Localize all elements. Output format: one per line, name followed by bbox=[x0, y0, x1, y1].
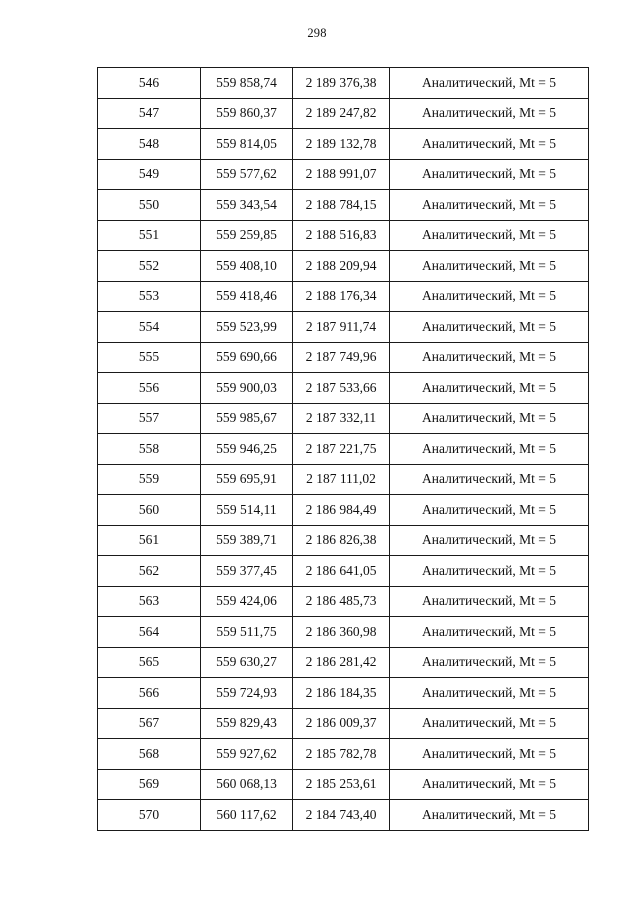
method-cell: Аналитический, Mt = 5 bbox=[390, 525, 589, 556]
method-cell: Аналитический, Mt = 5 bbox=[390, 464, 589, 495]
point-number-cell: 563 bbox=[98, 586, 201, 617]
y-coordinate-cell: 2 189 247,82 bbox=[293, 98, 390, 129]
y-coordinate-cell: 2 185 782,78 bbox=[293, 739, 390, 770]
y-coordinate-cell: 2 186 184,35 bbox=[293, 678, 390, 709]
point-number-cell: 560 bbox=[98, 495, 201, 526]
y-coordinate-cell: 2 189 376,38 bbox=[293, 68, 390, 99]
method-cell: Аналитический, Mt = 5 bbox=[390, 159, 589, 190]
y-coordinate-cell: 2 188 176,34 bbox=[293, 281, 390, 312]
y-coordinate-cell: 2 186 641,05 bbox=[293, 556, 390, 587]
coordinates-table-body bbox=[98, 68, 589, 831]
page-number: 298 bbox=[307, 26, 327, 40]
method-cell: Аналитический, Mt = 5 bbox=[390, 739, 589, 770]
point-number-cell: 549 bbox=[98, 159, 201, 190]
y-coordinate-cell: 2 187 111,02 bbox=[293, 464, 390, 495]
y-coordinate-cell: 2 187 911,74 bbox=[293, 312, 390, 343]
table-row bbox=[98, 495, 589, 526]
point-number-cell: 553 bbox=[98, 281, 201, 312]
x-coordinate-cell: 559 514,11 bbox=[201, 495, 293, 526]
y-coordinate-cell: 2 189 132,78 bbox=[293, 129, 390, 160]
y-coordinate-cell: 2 186 826,38 bbox=[293, 525, 390, 556]
y-coordinate-cell: 2 186 485,73 bbox=[293, 586, 390, 617]
x-coordinate-cell: 559 814,05 bbox=[201, 129, 293, 160]
table-row bbox=[98, 403, 589, 434]
point-number-cell: 566 bbox=[98, 678, 201, 709]
y-coordinate-cell: 2 187 221,75 bbox=[293, 434, 390, 465]
method-cell: Аналитический, Mt = 5 bbox=[390, 129, 589, 160]
table-row bbox=[98, 647, 589, 678]
method-cell: Аналитический, Mt = 5 bbox=[390, 281, 589, 312]
x-coordinate-cell: 559 858,74 bbox=[201, 68, 293, 99]
x-coordinate-cell: 559 259,85 bbox=[201, 220, 293, 251]
x-coordinate-cell: 559 511,75 bbox=[201, 617, 293, 648]
x-coordinate-cell: 559 724,93 bbox=[201, 678, 293, 709]
method-cell: Аналитический, Mt = 5 bbox=[390, 495, 589, 526]
point-number-cell: 558 bbox=[98, 434, 201, 465]
table-row bbox=[98, 68, 589, 99]
point-number-cell: 547 bbox=[98, 98, 201, 129]
y-coordinate-cell: 2 186 984,49 bbox=[293, 495, 390, 526]
method-cell: Аналитический, Mt = 5 bbox=[390, 769, 589, 800]
x-coordinate-cell: 559 424,06 bbox=[201, 586, 293, 617]
table-row bbox=[98, 556, 589, 587]
x-coordinate-cell: 559 523,99 bbox=[201, 312, 293, 343]
table-row bbox=[98, 464, 589, 495]
point-number-cell: 569 bbox=[98, 769, 201, 800]
table-row bbox=[98, 220, 589, 251]
x-coordinate-cell: 559 860,37 bbox=[201, 98, 293, 129]
x-coordinate-cell: 559 418,46 bbox=[201, 281, 293, 312]
x-coordinate-cell: 559 389,71 bbox=[201, 525, 293, 556]
method-cell: Аналитический, Mt = 5 bbox=[390, 678, 589, 709]
x-coordinate-cell: 559 577,62 bbox=[201, 159, 293, 190]
table-row bbox=[98, 769, 589, 800]
y-coordinate-cell: 2 187 533,66 bbox=[293, 373, 390, 404]
x-coordinate-cell: 559 408,10 bbox=[201, 251, 293, 282]
coordinates-table bbox=[97, 67, 589, 831]
table-row bbox=[98, 739, 589, 770]
table-row bbox=[98, 159, 589, 190]
point-number-cell: 562 bbox=[98, 556, 201, 587]
method-cell: Аналитический, Mt = 5 bbox=[390, 403, 589, 434]
table-row bbox=[98, 678, 589, 709]
x-coordinate-cell: 560 117,62 bbox=[201, 800, 293, 831]
x-coordinate-cell: 559 695,91 bbox=[201, 464, 293, 495]
point-number-cell: 557 bbox=[98, 403, 201, 434]
method-cell: Аналитический, Mt = 5 bbox=[390, 68, 589, 99]
x-coordinate-cell: 559 900,03 bbox=[201, 373, 293, 404]
y-coordinate-cell: 2 187 749,96 bbox=[293, 342, 390, 373]
y-coordinate-cell: 2 188 784,15 bbox=[293, 190, 390, 221]
table-row bbox=[98, 586, 589, 617]
x-coordinate-cell: 559 377,45 bbox=[201, 556, 293, 587]
point-number-cell: 555 bbox=[98, 342, 201, 373]
table-row bbox=[98, 98, 589, 129]
method-cell: Аналитический, Mt = 5 bbox=[390, 373, 589, 404]
x-coordinate-cell: 559 630,27 bbox=[201, 647, 293, 678]
y-coordinate-cell: 2 186 281,42 bbox=[293, 647, 390, 678]
y-coordinate-cell: 2 188 516,83 bbox=[293, 220, 390, 251]
y-coordinate-cell: 2 184 743,40 bbox=[293, 800, 390, 831]
table-row bbox=[98, 373, 589, 404]
y-coordinate-cell: 2 188 991,07 bbox=[293, 159, 390, 190]
table-row bbox=[98, 434, 589, 465]
point-number-cell: 570 bbox=[98, 800, 201, 831]
table-row bbox=[98, 525, 589, 556]
x-coordinate-cell: 559 985,67 bbox=[201, 403, 293, 434]
method-cell: Аналитический, Mt = 5 bbox=[390, 647, 589, 678]
point-number-cell: 554 bbox=[98, 312, 201, 343]
point-number-cell: 568 bbox=[98, 739, 201, 770]
x-coordinate-cell: 560 068,13 bbox=[201, 769, 293, 800]
x-coordinate-cell: 559 829,43 bbox=[201, 708, 293, 739]
method-cell: Аналитический, Mt = 5 bbox=[390, 342, 589, 373]
point-number-cell: 564 bbox=[98, 617, 201, 648]
x-coordinate-cell: 559 343,54 bbox=[201, 190, 293, 221]
table-row bbox=[98, 190, 589, 221]
method-cell: Аналитический, Mt = 5 bbox=[390, 312, 589, 343]
point-number-cell: 559 bbox=[98, 464, 201, 495]
y-coordinate-cell: 2 186 009,37 bbox=[293, 708, 390, 739]
table-row bbox=[98, 129, 589, 160]
table-row bbox=[98, 708, 589, 739]
y-coordinate-cell: 2 185 253,61 bbox=[293, 769, 390, 800]
y-coordinate-cell: 2 187 332,11 bbox=[293, 403, 390, 434]
method-cell: Аналитический, Mt = 5 bbox=[390, 708, 589, 739]
point-number-cell: 552 bbox=[98, 251, 201, 282]
table-row bbox=[98, 800, 589, 831]
point-number-cell: 550 bbox=[98, 190, 201, 221]
method-cell: Аналитический, Mt = 5 bbox=[390, 251, 589, 282]
method-cell: Аналитический, Mt = 5 bbox=[390, 190, 589, 221]
point-number-cell: 551 bbox=[98, 220, 201, 251]
method-cell: Аналитический, Mt = 5 bbox=[390, 556, 589, 587]
point-number-cell: 565 bbox=[98, 647, 201, 678]
x-coordinate-cell: 559 690,66 bbox=[201, 342, 293, 373]
method-cell: Аналитический, Mt = 5 bbox=[390, 434, 589, 465]
point-number-cell: 567 bbox=[98, 708, 201, 739]
method-cell: Аналитический, Mt = 5 bbox=[390, 98, 589, 129]
point-number-cell: 548 bbox=[98, 129, 201, 160]
y-coordinate-cell: 2 188 209,94 bbox=[293, 251, 390, 282]
x-coordinate-cell: 559 927,62 bbox=[201, 739, 293, 770]
point-number-cell: 561 bbox=[98, 525, 201, 556]
method-cell: Аналитический, Mt = 5 bbox=[390, 800, 589, 831]
table-row bbox=[98, 281, 589, 312]
point-number-cell: 556 bbox=[98, 373, 201, 404]
table-row bbox=[98, 342, 589, 373]
table-row bbox=[98, 617, 589, 648]
method-cell: Аналитический, Mt = 5 bbox=[390, 220, 589, 251]
table-row bbox=[98, 312, 589, 343]
method-cell: Аналитический, Mt = 5 bbox=[390, 586, 589, 617]
method-cell: Аналитический, Mt = 5 bbox=[390, 617, 589, 648]
table-row bbox=[98, 251, 589, 282]
x-coordinate-cell: 559 946,25 bbox=[201, 434, 293, 465]
y-coordinate-cell: 2 186 360,98 bbox=[293, 617, 390, 648]
point-number-cell: 546 bbox=[98, 68, 201, 99]
